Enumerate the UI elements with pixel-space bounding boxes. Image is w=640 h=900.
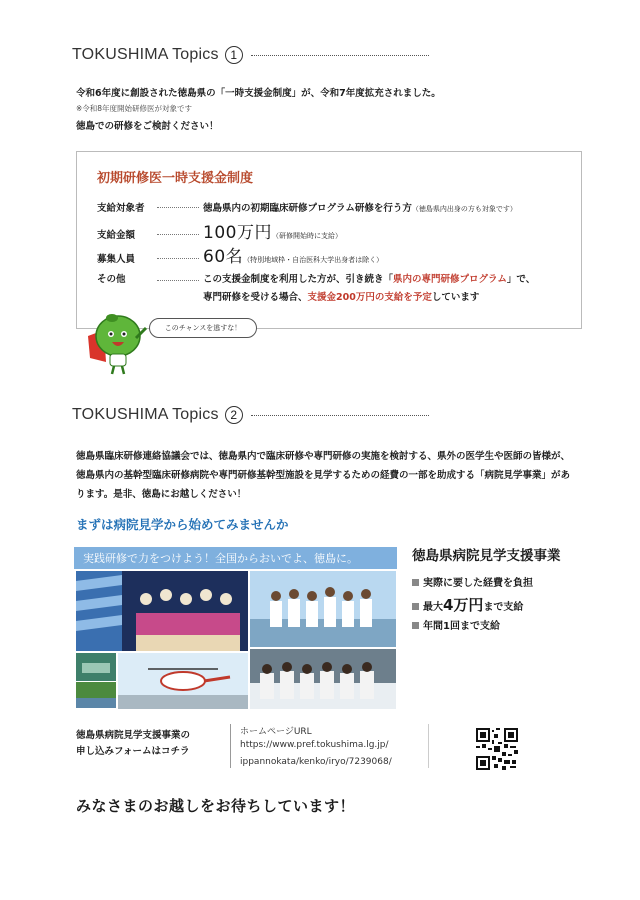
leader-dots bbox=[157, 258, 199, 259]
topic2-subheading: まずは病院見学から始めてみませんか bbox=[76, 517, 289, 532]
grant-key: その他 bbox=[97, 274, 126, 285]
topic1-header bbox=[72, 46, 429, 64]
leader-dots bbox=[157, 280, 199, 281]
form-label: 徳島県病院見学支援事業の 申し込みフォームはコチラ bbox=[76, 730, 191, 757]
nature-photo-icon bbox=[76, 682, 116, 708]
surgery-photo-icon bbox=[76, 653, 116, 681]
support-item: 実際に要した経費を負担 bbox=[412, 574, 533, 589]
grant-other-text: この支援金制度を利用した方が、引き続き「県内の専門研修プログラム」で、 専門研修を受ける場合、支援金200万円の支給を予定しています bbox=[203, 274, 536, 303]
bullet-square-icon bbox=[412, 603, 419, 610]
grant-box bbox=[76, 151, 582, 329]
qr-code-icon[interactable] bbox=[476, 728, 518, 770]
topic1-note: ※令和8年度開始研修医が対象です bbox=[76, 104, 193, 113]
grant-title: 初期研修医一時支援金制度 bbox=[97, 171, 254, 186]
photo-collage bbox=[74, 547, 397, 709]
url-caption: ホームページURL bbox=[240, 727, 312, 737]
grant-value: 60名（特別地域枠・自治医科大学出身者は除く） bbox=[203, 247, 384, 267]
topic1-divider bbox=[251, 55, 429, 56]
closing-message: みなさまのお越しをお待ちしています！ bbox=[76, 797, 356, 815]
topic2-number: 2 bbox=[225, 406, 243, 424]
topic2-divider bbox=[251, 415, 429, 416]
topic2-header bbox=[72, 406, 429, 424]
topic1-label: TOKUSHIMA Topics bbox=[72, 46, 219, 63]
leader-dots bbox=[157, 207, 199, 208]
grant-value: 徳島県内の初期臨床研修プログラム研修を行う方（徳島県内出身の方も対象です） bbox=[203, 203, 517, 214]
bullet-square-icon bbox=[412, 579, 419, 586]
bullet-square-icon bbox=[412, 622, 419, 629]
sudachi-mascot-icon bbox=[82, 306, 152, 376]
speech-bubble: このチャンスを逃すな！ bbox=[149, 318, 257, 338]
grant-row-target bbox=[97, 200, 517, 214]
topic1-number: 1 bbox=[225, 46, 243, 64]
support-item: 最大 4万円 まで支給 bbox=[412, 594, 523, 615]
url-divider bbox=[428, 724, 429, 768]
residents-group-photo-icon bbox=[250, 649, 396, 709]
topic2-body: 徳島県臨床研修連絡協議会では、徳島県内で臨床研修や専門研修の実施を検討する、県外の医学生や医師の皆様が、徳島県内の基幹型臨床研修病院や専門研修基幹型施設を見学するための経費の一部を助成する「病院見学事業」があります。是非、徳島にお越しください！ bbox=[76, 451, 571, 500]
topic1-lead: 令和6年度に創設された徳島県の「一時支援金制度」が、令和7年度拡充されました。 bbox=[76, 88, 441, 99]
topic1-ask: 徳島での研修をご検討ください！ bbox=[76, 121, 219, 132]
grant-row-other bbox=[97, 271, 535, 307]
url-box[interactable] bbox=[230, 724, 392, 768]
support-title: 徳島県病院見学支援事業 bbox=[412, 548, 561, 564]
doctors-group-photo-icon bbox=[250, 571, 396, 647]
helicopter-photo-icon bbox=[118, 653, 248, 709]
grant-row-amount bbox=[97, 218, 342, 243]
grant-row-capacity bbox=[97, 242, 383, 267]
support-item: 年間1回まで支給 bbox=[412, 617, 500, 632]
topic2-label: TOKUSHIMA Topics bbox=[72, 406, 219, 423]
url-link-cont[interactable]: ippannokata/kenko/iryo/7239068/ bbox=[240, 757, 392, 767]
grant-value: 100万円（研修開始時に支給） bbox=[203, 223, 342, 243]
leader-dots bbox=[157, 234, 199, 235]
grant-key: 支給金額 bbox=[97, 230, 136, 241]
grant-key: 募集人員 bbox=[97, 254, 136, 265]
url-link[interactable]: https://www.pref.tokushima.lg.jp/ bbox=[240, 740, 389, 750]
grant-key: 支給対象者 bbox=[97, 203, 145, 214]
awa-odori-photo-icon bbox=[76, 571, 248, 651]
collage-banner: 実践研修で力をつけよう！全国からおいでよ、徳島に。 bbox=[74, 547, 397, 569]
